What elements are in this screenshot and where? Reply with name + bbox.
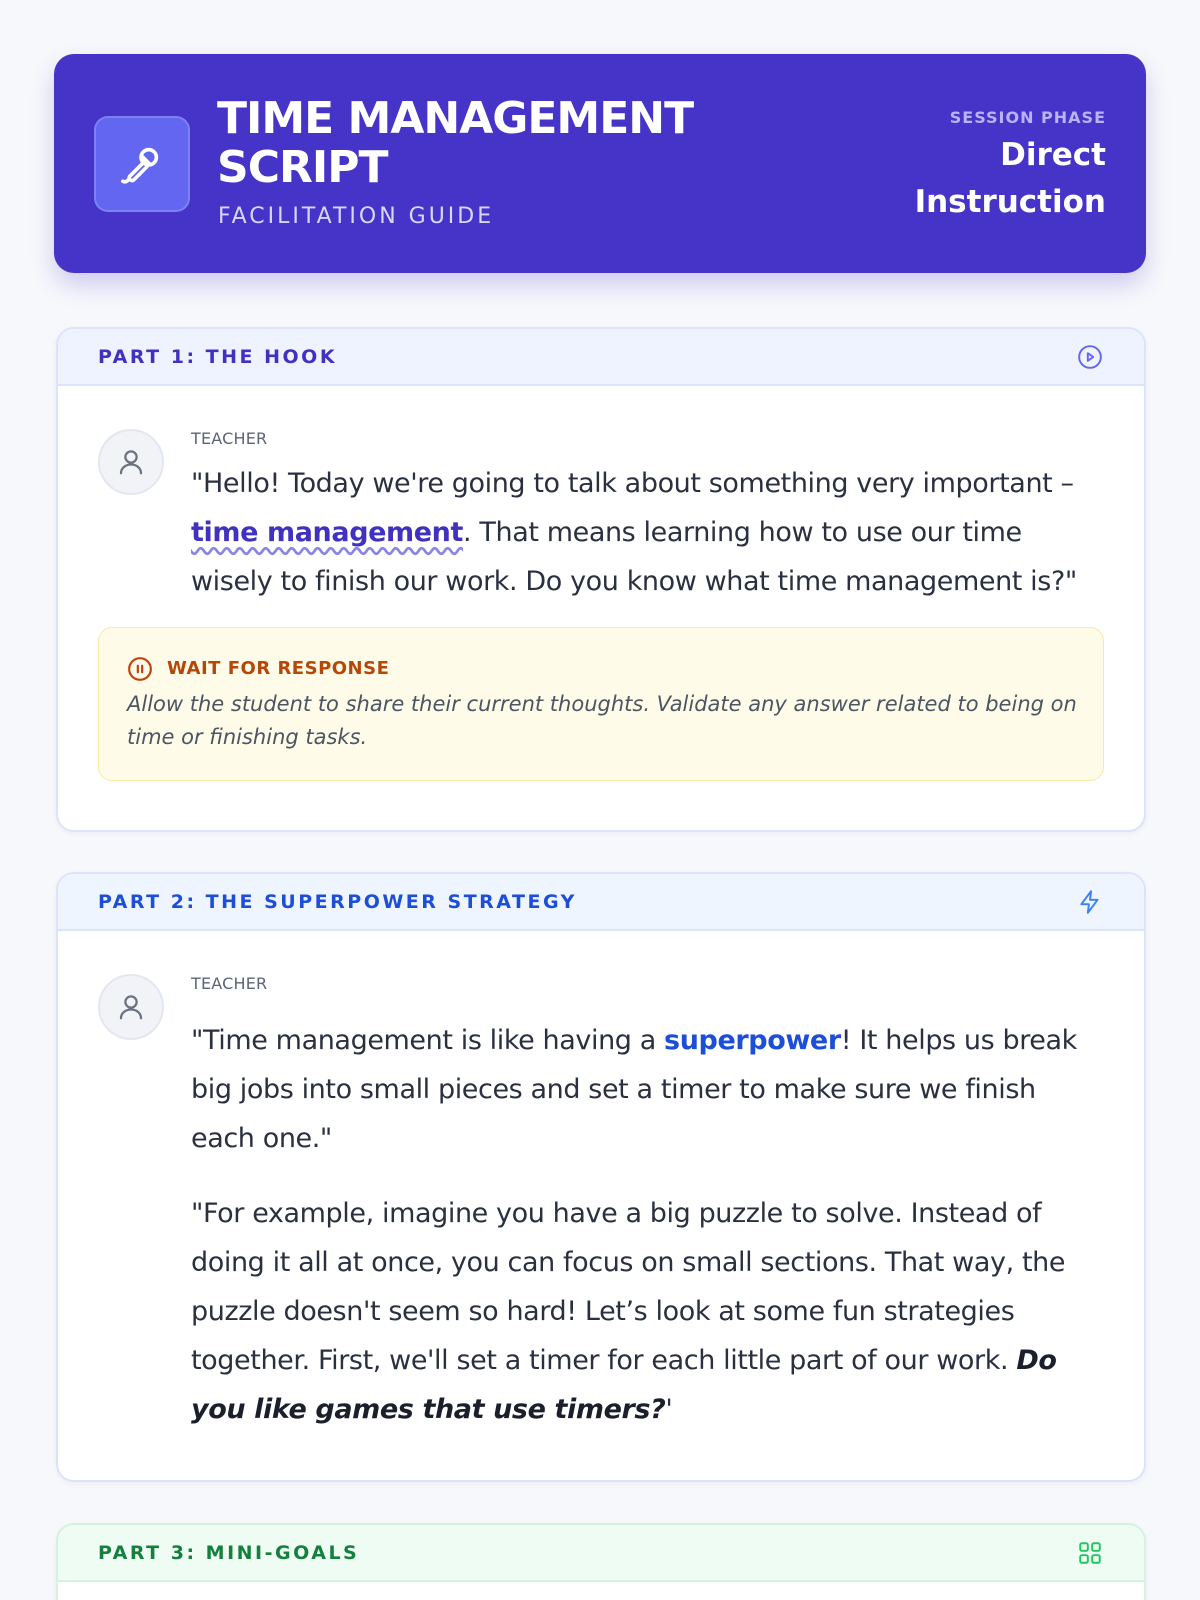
part-3-card [56,1523,1146,1600]
teacher-script-paragraph-1 [191,1016,1081,1163]
pause-circle-icon [127,656,153,682]
keyword-highlight: time management [191,517,464,548]
script-line: "Hello! Today we're going to talk about something very important – [191,468,1074,499]
page-subtitle: FACILITATION GUIDE [218,204,495,229]
part-3-header[interactable] [58,1525,1144,1582]
script-text: "Time management is like having a [191,1025,665,1056]
play-circle-icon[interactable] [1076,343,1104,371]
teacher-script-paragraph-2 [191,1189,1081,1434]
page-title [217,94,693,192]
user-icon [116,992,146,1022]
title-line-1: TIME MANAGEMENT [217,93,694,144]
part-2-title: PART 2: THE SUPERPOWER STRATEGY [98,890,577,913]
avatar [98,974,164,1040]
note-body: Allow the student to share their current thoughts. Validate any answer related to being on time or finishing tasks. [127,692,1077,749]
script-line [191,508,1091,557]
avatar [98,429,164,495]
title-line-2: SCRIPT [217,142,388,193]
script-line: wisely to finish our work. Do you know what time management is?" [191,566,1077,597]
script-text: "For example, imagine you have a big puzzle to solve. Instead of doing it all at once, you can focus on small sections. That way, the puzzle doesn't seem so hard! Let’s look at some fun strategies together. First, we'll set a timer for each little part of our work. [191,1198,1066,1376]
grid-icon[interactable] [1076,1539,1104,1567]
wait-for-response-note [98,627,1104,781]
note-title: WAIT FOR RESPONSE [167,658,390,679]
script-text: ' [665,1394,673,1425]
part-2-header[interactable] [58,874,1144,931]
phase-value-line-1: Direct [1000,137,1106,173]
part-1-header[interactable] [58,329,1144,386]
part-2-card [56,872,1146,1482]
script-text: ! It helps us break big jobs into small pieces and set a timer to make sure we finish each one." [191,1025,1077,1154]
part-1-card [56,327,1146,832]
session-phase-label: SESSION PHASE [949,108,1106,127]
part-1-title: PART 1: THE HOOK [98,345,338,368]
speaker-label: TEACHER [191,429,268,448]
keyword-highlight: superpower [664,1025,841,1056]
phase-value-line-2: Instruction [914,184,1106,220]
session-phase-value [846,132,1106,226]
script-header [54,54,1146,273]
script-text: . That means learning how to use our time [463,517,1022,548]
user-icon [116,447,146,477]
part-3-title: PART 3: MINI-GOALS [98,1541,360,1564]
microphone-icon [94,116,190,212]
emphasized-question: Do you like games that use timers? [191,1345,1057,1425]
speaker-label: TEACHER [191,974,268,993]
teacher-script [191,459,1091,606]
lightning-icon[interactable] [1076,888,1104,916]
